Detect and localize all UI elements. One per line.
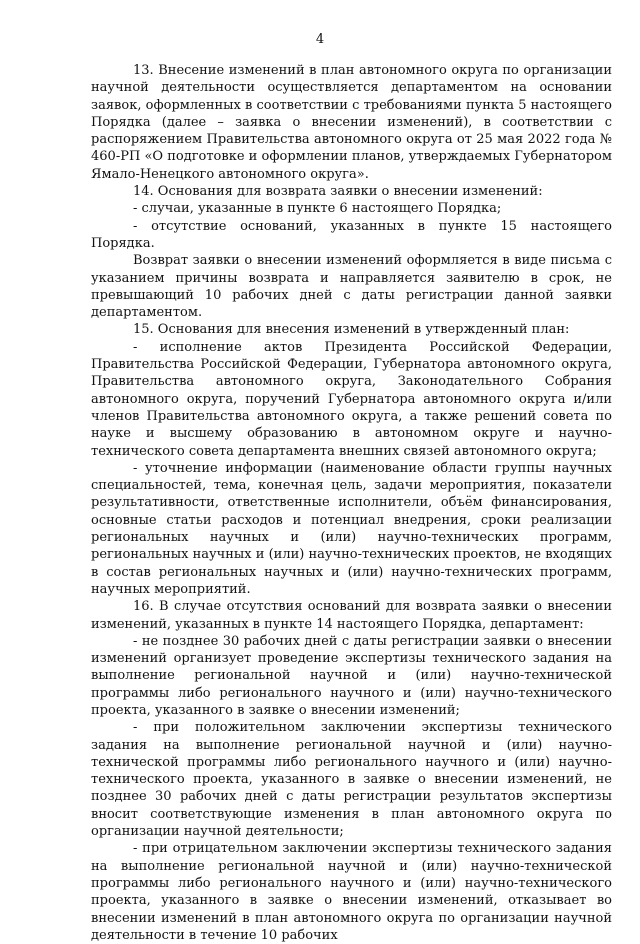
paragraph-return-notice: Возврат заявки о внесении изменений оформляется в виде письма с указанием причины возврата и направляется заявителю в срок, не превышающий 10 рабочих дней с даты регистрации данной заявки департаментом.: [91, 253, 612, 321]
paragraph-16-item-3: - при отрицательном заключении экспертизы технического задания на выполнение региональной научной и (или) научно-технической программы либо регионального научного и (или) научно-технического проекта, указанного в заявке о внесении изменений, отказывает во внесении изменений в план автономного округа по организации научной деятельности в течение 10 рабочих: [91, 841, 612, 943]
paragraph-15-item-1: - исполнение актов Президента Российской Федерации, Правительства Российской Федерации, Губернатора автономного округа, Правительства автономного округа, Законодательного Собрания автономного округа, поручений Губернатора автономного округа и/или членов Правительства автономного округа, а также решений совета по науке и высшему образованию в автономном округе и научно-технического совета департамента внешних связей автономного округа;: [91, 339, 612, 459]
paragraph-16: 16. В случае отсутствия оснований для возврата заявки о внесении изменений, указанных в пункте 14 настоящего Порядка, департамент:: [91, 599, 612, 632]
paragraph-14: 14. Основания для возврата заявки о внесении изменений:: [133, 184, 543, 200]
paragraph-15: 15. Основания для внесения изменений в утвержденный план:: [133, 322, 570, 338]
document-body: [91, 62, 612, 944]
paragraph-16-item-2: - при положительном заключении экспертизы технического задания на выполнение региональной научной и (или) научно-технической программы либо регионального научного и (или) научно-технического проекта, указанного в заявке о внесении изменений, не позднее 30 рабочих дней с даты регистрации результатов экспертизы вносит соответствующие изменения в план автономного округа по организации научной деятельности;: [91, 720, 612, 840]
paragraph-14-item-2: - отсутствие оснований, указанных в пункте 15 настоящего Порядка.: [91, 218, 612, 251]
page-number: 4: [315, 32, 325, 47]
paragraph-15-item-2: - уточнение информации (наименование области группы научных специальностей, тема, конечная цель, задачи мероприятия, показатели результативности, ответственные исполнители, объём финансирования, основные статьи расходов и потенциал внедрения, сроки реализации региональных научных и (или) научно-технических программ, региональных научных и (или) научно-технических проектов, не входящих в состав региональных научных и (или) научно-технических программ, научных мероприятий.: [91, 460, 612, 597]
paragraph-16-item-1: - не позднее 30 рабочих дней с даты регистрации заявки о внесении изменений организует проведение экспертизы технического задания на выполнение региональной научной и (или) научно-технической программы либо регионального научного и (или) научно-технического проекта, указанного в заявке о внесении изменений;: [91, 633, 612, 718]
paragraph-13: 13. Внесение изменений в план автономного округа по организации научной деятельности осуществляется департаментом на основании заявок, оформленных в соответствии с требованиями пункта 5 настоящего Порядка (далее – заявка о внесении изменений), в соответствии с распоряжением Правительства автономного округа от 25 мая 2022 года № 460-РП «О подготовке и оформлении планов, утверждаемых Губернатором Ямало-Ненецкого автономного округа».: [91, 63, 612, 182]
paragraph-14-item-1: - случаи, указанные в пункте 6 настоящего Порядка;: [133, 201, 502, 217]
